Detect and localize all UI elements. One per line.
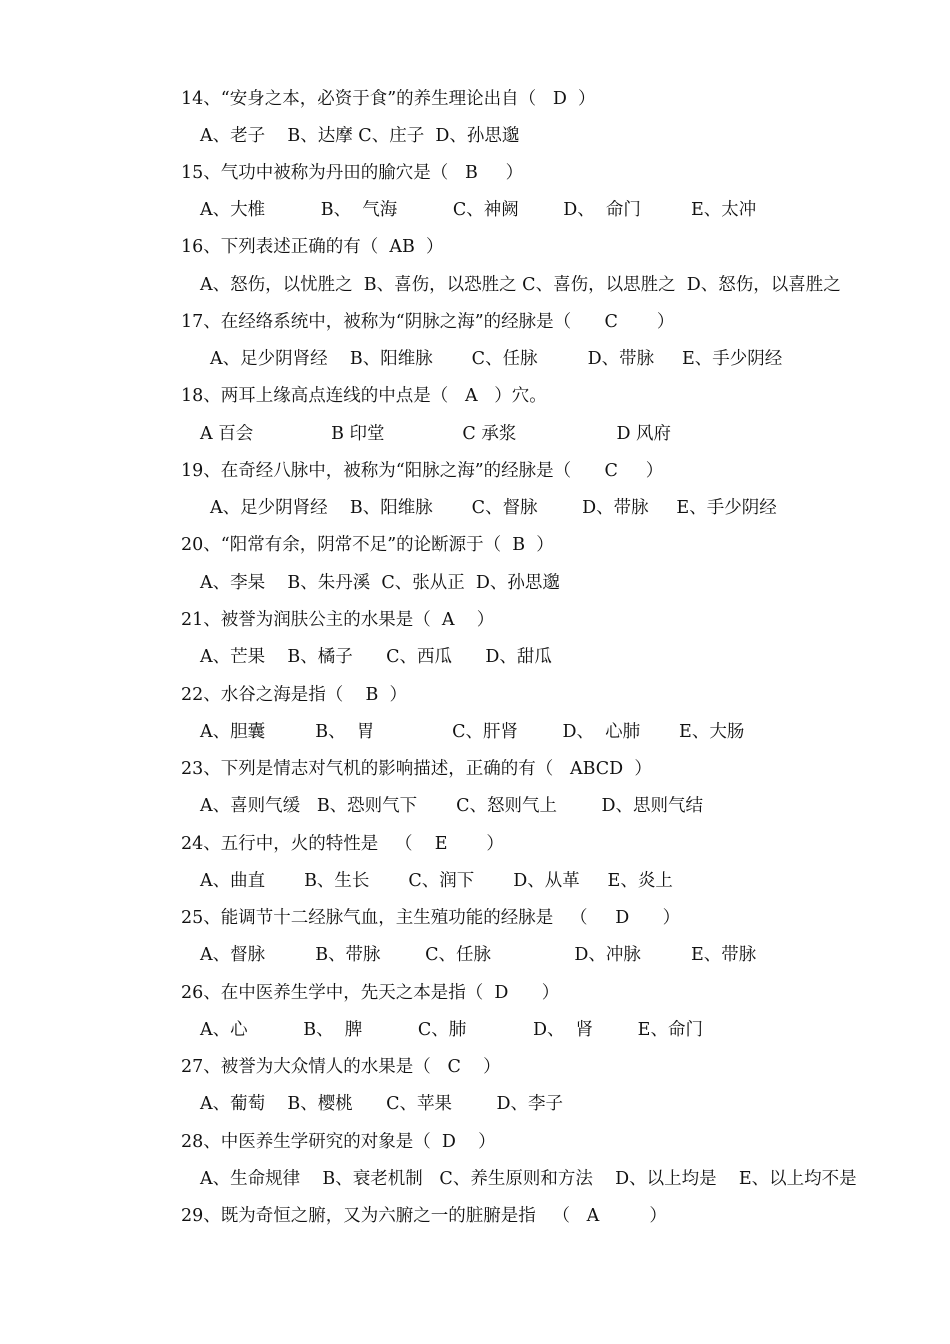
options-24: A、曲直 B、生长 C、润下 D、从革 E、炎上 — [200, 871, 673, 891]
options-22: A、胆囊 B、 胃 C、肝肾 D、 心肺 E、大肠 — [200, 722, 745, 742]
options-18: A 百会 B 印堂 C 承浆 D 风府 — [200, 424, 672, 444]
options-21: A、芒果 B、橘子 C、西瓜 D、甜瓜 — [200, 647, 552, 667]
question-19: 19、在奇经八脉中，被称为“阳脉之海”的经脉是（ C ） — [181, 461, 664, 481]
question-23: 23、下列是情志对气机的影响描述，正确的有（ ABCD ） — [181, 759, 652, 779]
options-16: A、怒伤，以忧胜之 B、喜伤，以恐胜之 C、喜伤，以思胜之 D、怒伤，以喜胜之 — [200, 275, 841, 295]
question-25: 25、能调节十二经脉气血，主生殖功能的经脉是 （ D ） — [181, 908, 681, 928]
question-29: 29、既为奇恒之腑，又为六腑之一的脏腑是指 （ A ） — [181, 1206, 667, 1226]
question-20: 20、“阳常有余，阴常不足”的论断源于（ B ） — [181, 535, 554, 555]
options-15: A、大椎 B、 气海 C、神阙 D、 命门 E、太冲 — [200, 200, 757, 220]
options-19: A、足少阴肾经 B、阳维脉 C、督脉 D、带脉 E、手少阴经 — [210, 498, 777, 518]
question-22: 22、水谷之海是指（ B ） — [181, 685, 408, 705]
question-15: 15、气功中被称为丹田的腧穴是（ B ） — [181, 163, 524, 183]
question-21: 21、被誉为润肤公主的水果是（ A ） — [181, 610, 495, 630]
options-25: A、督脉 B、带脉 C、任脉 D、冲脉 E、带脉 — [200, 945, 757, 965]
options-28: A、生命规律 B、衰老机制 C、养生原则和方法 D、以上均是 E、以上均不是 — [200, 1169, 857, 1189]
question-16: 16、下列表述正确的有（ AB ） — [181, 237, 444, 257]
options-17: A、足少阴肾经 B、阳维脉 C、任脉 D、带脉 E、手少阴经 — [210, 349, 783, 369]
options-26: A、心 B、 脾 C、肺 D、 肾 E、命门 — [200, 1020, 703, 1040]
question-26: 26、在中医养生学中，先天之本是指（ D ） — [181, 983, 560, 1003]
options-20: A、李杲 B、朱丹溪 C、张从正 D、孙思邈 — [200, 573, 560, 593]
question-28: 28、中医养生学研究的对象是（ D ） — [181, 1132, 496, 1152]
question-27: 27、被誉为大众情人的水果是（ C ） — [181, 1057, 501, 1077]
question-18: 18、两耳上缘高点连线的中点是（ A ）穴。 — [181, 386, 547, 406]
options-14: A、老子 B、达摩 C、庄子 D、孙思邈 — [200, 126, 520, 146]
question-24: 24、五行中，火的特性是 （ E ） — [181, 834, 504, 854]
options-23: A、喜则气缓 B、恐则气下 C、怒则气上 D、思则气结 — [200, 796, 704, 816]
options-27: A、葡萄 B、樱桃 C、苹果 D、李子 — [200, 1094, 564, 1114]
question-14: 14、“安身之本，必资于食”的养生理论出自（ D ） — [181, 89, 596, 109]
question-17: 17、在经络系统中，被称为“阴脉之海”的经脉是（ C ） — [181, 312, 675, 332]
